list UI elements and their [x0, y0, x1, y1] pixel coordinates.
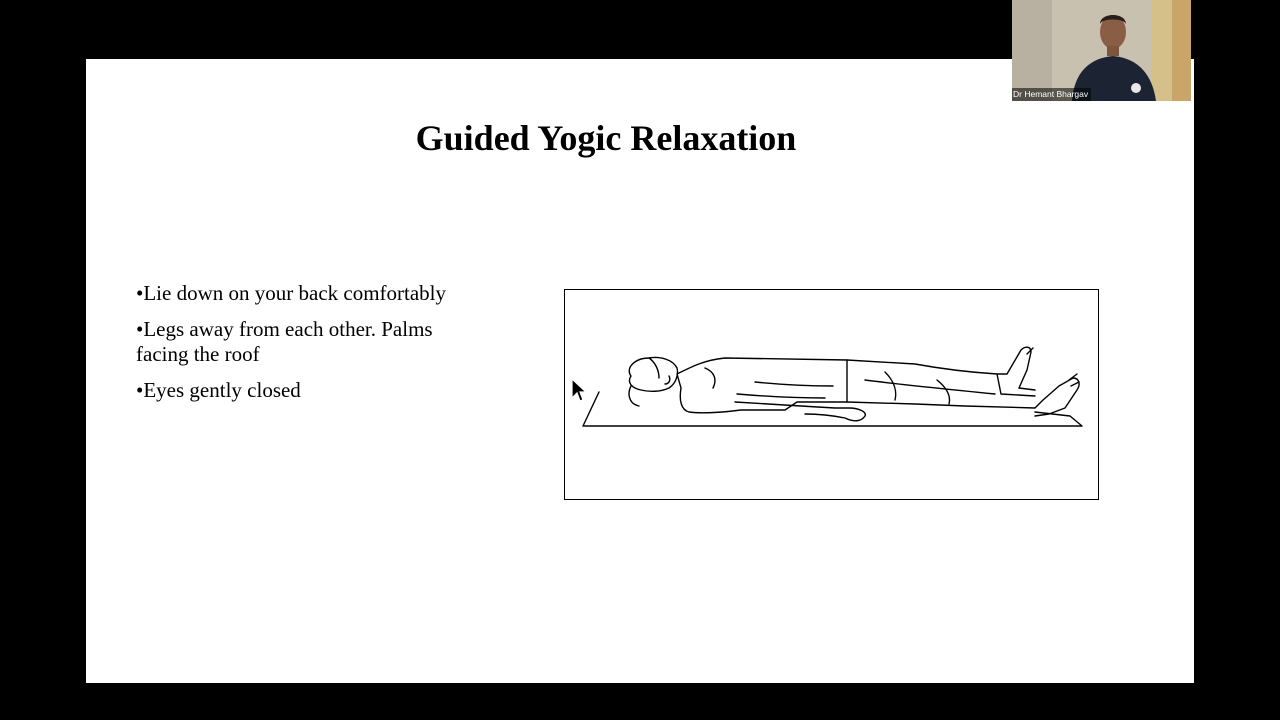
bullet-item: •Legs away from each other. Palms facing the roof — [136, 317, 433, 366]
illustration-frame — [564, 289, 1099, 500]
presenter-video-icon — [1012, 0, 1191, 101]
presenter-video-tile[interactable] — [1012, 0, 1191, 101]
mouse-pointer-icon — [571, 378, 587, 404]
bullet-item: •Lie down on your back comfortably — [136, 281, 447, 305]
slide-title: Guided Yogic Relaxation — [415, 118, 797, 158]
participant-name-label: Dr Hemant Bhargav — [1012, 88, 1091, 101]
person-lying-supine-on-mat-icon — [565, 290, 1098, 499]
bullet-list — [136, 281, 481, 414]
presentation-slide — [86, 59, 1194, 683]
bullet-item: •Eyes gently closed — [136, 378, 301, 402]
